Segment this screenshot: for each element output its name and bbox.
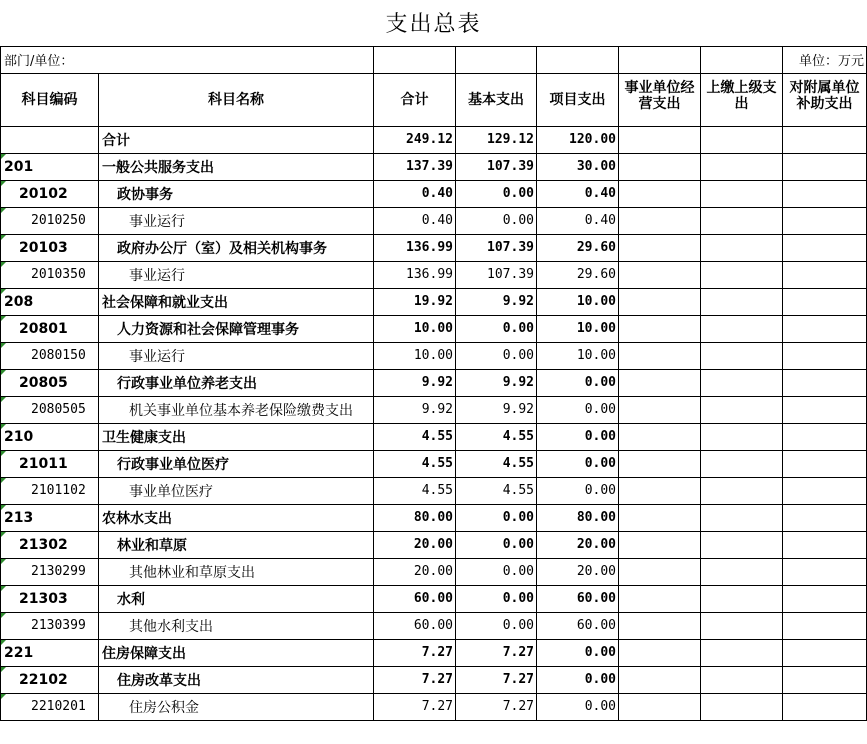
table-row <box>1 396 867 423</box>
business-ops-cell <box>619 693 701 720</box>
subject-name-cell: 林业和草原 <box>99 531 374 558</box>
table-row <box>1 585 867 612</box>
project-expense-cell: 10.00 <box>537 315 619 342</box>
remit-superior-cell <box>701 288 783 315</box>
project-expense-cell: 0.00 <box>537 666 619 693</box>
remit-superior-cell <box>701 342 783 369</box>
total-cell: 0.40 <box>374 207 456 234</box>
table-row <box>1 612 867 639</box>
header-name: 科目名称 <box>99 73 374 126</box>
remit-superior-cell <box>701 504 783 531</box>
table-row <box>1 207 867 234</box>
table-row <box>1 315 867 342</box>
business-ops-cell <box>619 234 701 261</box>
remit-superior-cell <box>701 612 783 639</box>
subject-code-cell <box>1 423 99 450</box>
total-cell: 9.92 <box>374 396 456 423</box>
subject-code-text: 201 <box>4 158 34 175</box>
subject-code-text: 213 <box>4 509 34 526</box>
subsidy-affiliates-cell <box>783 180 867 207</box>
business-ops-cell <box>619 504 701 531</box>
total-cell: 136.99 <box>374 261 456 288</box>
subject-code-cell <box>1 666 99 693</box>
total-cell: 7.27 <box>374 693 456 720</box>
subject-code-cell <box>1 180 99 207</box>
subject-name-cell: 行政事业单位养老支出 <box>99 369 374 396</box>
cell-marker-icon <box>1 424 6 429</box>
subject-name-cell: 政府办公厅（室）及相关机构事务 <box>99 234 374 261</box>
cell-marker-icon <box>1 694 6 699</box>
total-cell: 10.00 <box>374 315 456 342</box>
remit-superior-cell <box>701 180 783 207</box>
basic-expense-cell: 0.00 <box>456 180 537 207</box>
subject-name-cell: 社会保障和就业支出 <box>99 288 374 315</box>
subject-code-cell <box>1 369 99 396</box>
subsidy-affiliates-cell <box>783 153 867 180</box>
basic-expense-cell: 129.12 <box>456 126 537 153</box>
remit-superior-cell <box>701 558 783 585</box>
subject-code-text: 2080505 <box>31 402 86 417</box>
table-row <box>1 558 867 585</box>
cell-marker-icon <box>1 586 6 591</box>
basic-expense-cell: 0.00 <box>456 315 537 342</box>
subject-code-cell <box>1 558 99 585</box>
project-expense-cell: 0.00 <box>537 423 619 450</box>
project-expense-cell: 0.00 <box>537 477 619 504</box>
subject-code-text: 2010250 <box>31 213 86 228</box>
basic-expense-cell: 9.92 <box>456 288 537 315</box>
meta-empty-cell <box>619 46 701 73</box>
project-expense-cell: 120.00 <box>537 126 619 153</box>
header-total: 合计 <box>374 73 456 126</box>
remit-superior-cell <box>701 477 783 504</box>
subject-name-cell: 一般公共服务支出 <box>99 153 374 180</box>
project-expense-cell: 20.00 <box>537 531 619 558</box>
remit-superior-cell <box>701 234 783 261</box>
project-expense-cell: 0.00 <box>537 369 619 396</box>
subject-code-text: 21011 <box>19 455 68 472</box>
basic-expense-cell: 0.00 <box>456 558 537 585</box>
remit-superior-cell <box>701 207 783 234</box>
business-ops-cell <box>619 207 701 234</box>
cell-marker-icon <box>1 478 6 483</box>
subject-name-cell: 事业单位医疗 <box>99 477 374 504</box>
subject-code-text: 2101102 <box>31 483 86 498</box>
subsidy-affiliates-cell <box>783 342 867 369</box>
subsidy-affiliates-cell <box>783 558 867 585</box>
subject-code-text: 21302 <box>19 536 68 553</box>
meta-empty-cell <box>701 46 783 73</box>
remit-superior-cell <box>701 531 783 558</box>
total-cell: 10.00 <box>374 342 456 369</box>
remit-superior-cell <box>701 126 783 153</box>
subject-code-text: 20805 <box>19 374 68 391</box>
subject-name-cell: 住房改革支出 <box>99 666 374 693</box>
cell-marker-icon <box>1 667 6 672</box>
subsidy-affiliates-cell <box>783 585 867 612</box>
subject-name-cell: 农林水支出 <box>99 504 374 531</box>
subject-code-cell <box>1 288 99 315</box>
subject-code-cell <box>1 504 99 531</box>
business-ops-cell <box>619 153 701 180</box>
cell-marker-icon <box>1 559 6 564</box>
total-cell: 60.00 <box>374 612 456 639</box>
business-ops-cell <box>619 369 701 396</box>
project-expense-cell: 0.40 <box>537 207 619 234</box>
project-expense-cell: 60.00 <box>537 585 619 612</box>
subject-name-cell: 政协事务 <box>99 180 374 207</box>
header-business-ops: 事业单位经营支出 <box>619 73 701 126</box>
table-row <box>1 261 867 288</box>
project-expense-cell: 20.00 <box>537 558 619 585</box>
table-row <box>1 126 867 153</box>
business-ops-cell <box>619 612 701 639</box>
table-row <box>1 504 867 531</box>
remit-superior-cell <box>701 153 783 180</box>
project-expense-cell: 30.00 <box>537 153 619 180</box>
cell-marker-icon <box>1 505 6 510</box>
remit-superior-cell <box>701 423 783 450</box>
total-cell: 80.00 <box>374 504 456 531</box>
total-cell: 60.00 <box>374 585 456 612</box>
business-ops-cell <box>619 558 701 585</box>
subject-code-cell <box>1 639 99 666</box>
basic-expense-cell: 107.39 <box>456 153 537 180</box>
business-ops-cell <box>619 396 701 423</box>
basic-expense-cell: 0.00 <box>456 585 537 612</box>
subsidy-affiliates-cell <box>783 288 867 315</box>
remit-superior-cell <box>701 261 783 288</box>
subsidy-affiliates-cell <box>783 207 867 234</box>
cell-marker-icon <box>1 370 6 375</box>
cell-marker-icon <box>1 613 6 618</box>
subject-code-text: 2010350 <box>31 267 86 282</box>
table-row <box>1 477 867 504</box>
total-cell: 4.55 <box>374 423 456 450</box>
table-row <box>1 450 867 477</box>
project-expense-cell: 0.00 <box>537 639 619 666</box>
table-row <box>1 234 867 261</box>
unit-label: 单位：万元 <box>783 46 867 73</box>
subsidy-affiliates-cell <box>783 504 867 531</box>
business-ops-cell <box>619 531 701 558</box>
subsidy-affiliates-cell <box>783 612 867 639</box>
subsidy-affiliates-cell <box>783 666 867 693</box>
remit-superior-cell <box>701 666 783 693</box>
subject-name-cell: 水利 <box>99 585 374 612</box>
subject-code-cell <box>1 477 99 504</box>
total-cell: 20.00 <box>374 531 456 558</box>
remit-superior-cell <box>701 450 783 477</box>
subsidy-affiliates-cell <box>783 261 867 288</box>
subsidy-affiliates-cell <box>783 369 867 396</box>
subject-name-cell: 其他水利支出 <box>99 612 374 639</box>
header-remit-superior: 上缴上级支出 <box>701 73 783 126</box>
subject-code-cell <box>1 396 99 423</box>
subject-code-cell <box>1 207 99 234</box>
subject-code-cell <box>1 261 99 288</box>
project-expense-cell: 0.00 <box>537 693 619 720</box>
total-cell: 20.00 <box>374 558 456 585</box>
subject-code-text: 2080150 <box>31 348 86 363</box>
basic-expense-cell: 7.27 <box>456 666 537 693</box>
subject-name-cell: 卫生健康支出 <box>99 423 374 450</box>
basic-expense-cell: 0.00 <box>456 504 537 531</box>
project-expense-cell: 10.00 <box>537 342 619 369</box>
business-ops-cell <box>619 261 701 288</box>
subject-code-text: 210 <box>4 428 34 445</box>
subject-name-cell: 住房公积金 <box>99 693 374 720</box>
total-cell: 249.12 <box>374 126 456 153</box>
table-row <box>1 180 867 207</box>
subsidy-affiliates-cell <box>783 234 867 261</box>
basic-expense-cell: 0.00 <box>456 342 537 369</box>
total-cell: 19.92 <box>374 288 456 315</box>
subsidy-affiliates-cell <box>783 477 867 504</box>
subsidy-affiliates-cell <box>783 126 867 153</box>
business-ops-cell <box>619 180 701 207</box>
business-ops-cell <box>619 342 701 369</box>
project-expense-cell: 0.00 <box>537 396 619 423</box>
subject-name-cell: 机关事业单位基本养老保险缴费支出 <box>99 396 374 423</box>
cell-marker-icon <box>1 208 6 213</box>
table-row <box>1 666 867 693</box>
business-ops-cell <box>619 477 701 504</box>
subsidy-affiliates-cell <box>783 531 867 558</box>
subsidy-affiliates-cell <box>783 639 867 666</box>
table-row <box>1 531 867 558</box>
total-cell: 7.27 <box>374 666 456 693</box>
basic-expense-cell: 0.00 <box>456 612 537 639</box>
subject-name-cell: 行政事业单位医疗 <box>99 450 374 477</box>
subject-name-cell: 事业运行 <box>99 342 374 369</box>
subject-name-cell: 其他林业和草原支出 <box>99 558 374 585</box>
subject-code-cell <box>1 450 99 477</box>
business-ops-cell <box>619 423 701 450</box>
subject-name-cell: 合计 <box>99 126 374 153</box>
basic-expense-cell: 4.55 <box>456 477 537 504</box>
subject-code-text: 20801 <box>19 320 68 337</box>
basic-expense-cell: 4.55 <box>456 423 537 450</box>
subject-code-text: 2210201 <box>31 699 86 714</box>
project-expense-cell: 0.00 <box>537 450 619 477</box>
basic-expense-cell: 7.27 <box>456 639 537 666</box>
subject-code-cell <box>1 585 99 612</box>
subject-name-cell: 事业运行 <box>99 207 374 234</box>
total-cell: 4.55 <box>374 477 456 504</box>
business-ops-cell <box>619 126 701 153</box>
table-row <box>1 153 867 180</box>
meta-empty-cell <box>374 46 456 73</box>
header-code: 科目编码 <box>1 73 99 126</box>
cell-marker-icon <box>1 640 6 645</box>
subject-code-text: 2130299 <box>31 564 86 579</box>
total-cell: 137.39 <box>374 153 456 180</box>
subject-code-text: 221 <box>4 644 34 661</box>
basic-expense-cell: 4.55 <box>456 450 537 477</box>
subject-code-text: 20103 <box>19 239 68 256</box>
subsidy-affiliates-cell <box>783 423 867 450</box>
cell-marker-icon <box>1 316 6 321</box>
basic-expense-cell: 0.00 <box>456 207 537 234</box>
subject-code-cell <box>1 342 99 369</box>
subject-code-text: 21303 <box>19 590 68 607</box>
cell-marker-icon <box>1 154 6 159</box>
subject-code-cell <box>1 315 99 342</box>
basic-expense-cell: 107.39 <box>456 261 537 288</box>
basic-expense-cell: 7.27 <box>456 693 537 720</box>
remit-superior-cell <box>701 396 783 423</box>
project-expense-cell: 29.60 <box>537 261 619 288</box>
table-row <box>1 369 867 396</box>
project-expense-cell: 29.60 <box>537 234 619 261</box>
cell-marker-icon <box>1 289 6 294</box>
total-cell: 4.55 <box>374 450 456 477</box>
cell-marker-icon <box>1 343 6 348</box>
table-row <box>1 639 867 666</box>
header-project: 项目支出 <box>537 73 619 126</box>
subsidy-affiliates-cell <box>783 315 867 342</box>
subject-code-cell <box>1 612 99 639</box>
subject-name-cell: 住房保障支出 <box>99 639 374 666</box>
remit-superior-cell <box>701 315 783 342</box>
meta-empty-cell <box>537 46 619 73</box>
cell-marker-icon <box>1 532 6 537</box>
subject-code-text: 22102 <box>19 671 68 688</box>
basic-expense-cell: 9.92 <box>456 369 537 396</box>
business-ops-cell <box>619 450 701 477</box>
basic-expense-cell: 107.39 <box>456 234 537 261</box>
basic-expense-cell: 0.00 <box>456 531 537 558</box>
total-cell: 9.92 <box>374 369 456 396</box>
subject-code-cell <box>1 153 99 180</box>
project-expense-cell: 60.00 <box>537 612 619 639</box>
header-row <box>1 73 867 126</box>
cell-marker-icon <box>1 397 6 402</box>
page-title: 支出总表 <box>1 0 867 46</box>
subject-name-cell: 事业运行 <box>99 261 374 288</box>
table-row <box>1 342 867 369</box>
table-row <box>1 693 867 720</box>
total-cell: 136.99 <box>374 234 456 261</box>
subject-code-text: 20102 <box>19 185 68 202</box>
header-basic: 基本支出 <box>456 73 537 126</box>
business-ops-cell <box>619 639 701 666</box>
basic-expense-cell: 9.92 <box>456 396 537 423</box>
subject-code-cell <box>1 531 99 558</box>
project-expense-cell: 80.00 <box>537 504 619 531</box>
subsidy-affiliates-cell <box>783 693 867 720</box>
dept-label: 部门/单位： <box>1 46 374 73</box>
business-ops-cell <box>619 288 701 315</box>
remit-superior-cell <box>701 369 783 396</box>
meta-empty-cell <box>456 46 537 73</box>
table-row <box>1 423 867 450</box>
total-cell: 7.27 <box>374 639 456 666</box>
business-ops-cell <box>619 585 701 612</box>
subject-name-cell: 人力资源和社会保障管理事务 <box>99 315 374 342</box>
subject-code-cell <box>1 126 99 153</box>
cell-marker-icon <box>1 235 6 240</box>
subsidy-affiliates-cell <box>783 450 867 477</box>
business-ops-cell <box>619 666 701 693</box>
table-row <box>1 288 867 315</box>
cell-marker-icon <box>1 262 6 267</box>
project-expense-cell: 0.40 <box>537 180 619 207</box>
subject-code-cell <box>1 234 99 261</box>
project-expense-cell: 10.00 <box>537 288 619 315</box>
cell-marker-icon <box>1 451 6 456</box>
subsidy-affiliates-cell <box>783 396 867 423</box>
subject-code-text: 2130399 <box>31 618 86 633</box>
remit-superior-cell <box>701 693 783 720</box>
header-subsidy-affiliates: 对附属单位补助支出 <box>783 73 867 126</box>
remit-superior-cell <box>701 585 783 612</box>
business-ops-cell <box>619 315 701 342</box>
subject-code-cell <box>1 693 99 720</box>
remit-superior-cell <box>701 639 783 666</box>
subject-code-text: 208 <box>4 293 34 310</box>
total-cell: 0.40 <box>374 180 456 207</box>
cell-marker-icon <box>1 181 6 186</box>
